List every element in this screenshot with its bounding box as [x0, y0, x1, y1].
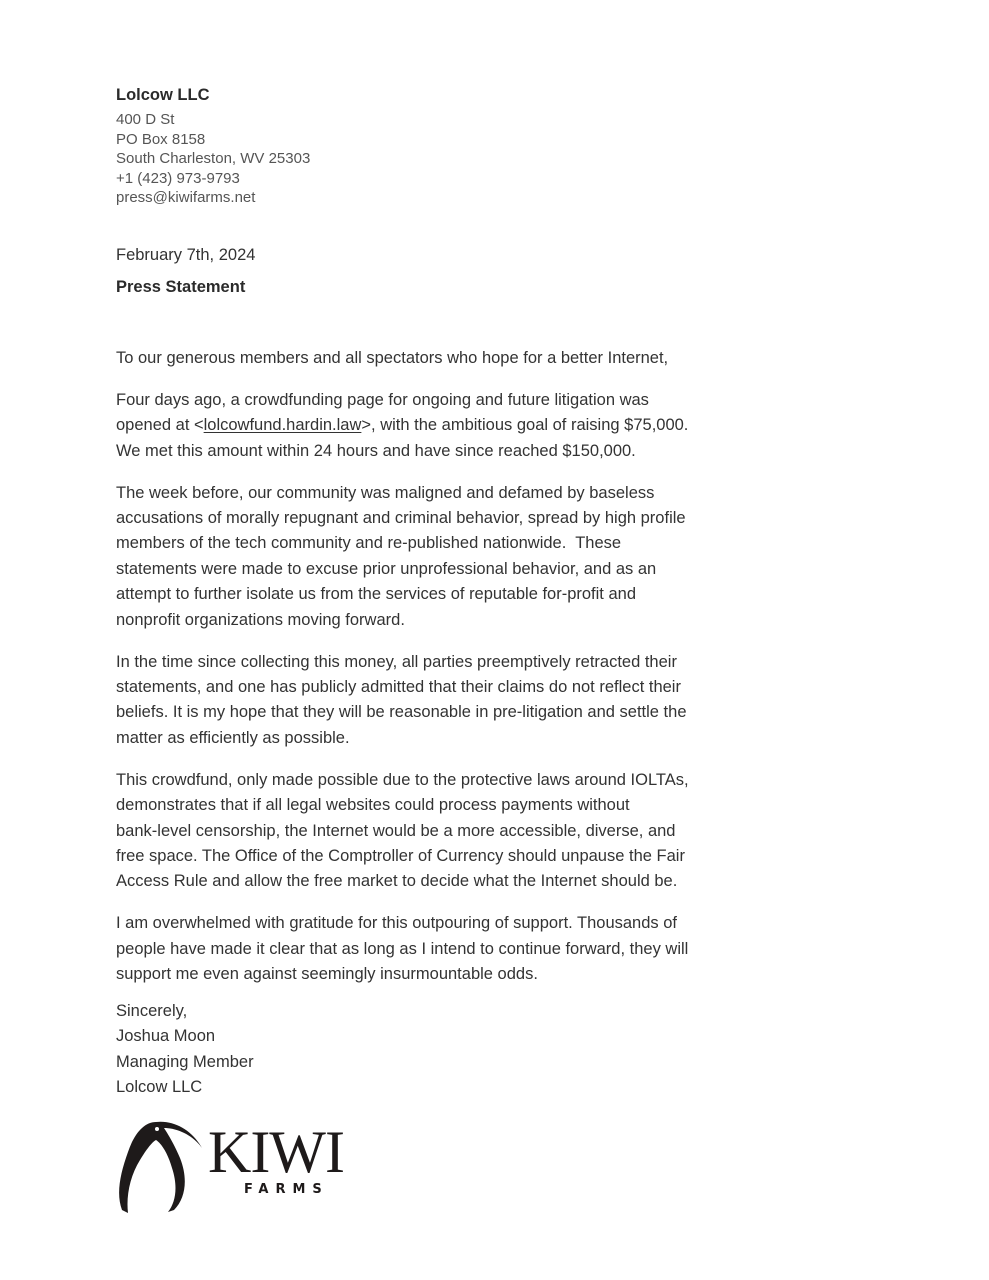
link-suffix: >, with the ambitious goal of raising $75,000.	[361, 416, 689, 435]
text-line: Access Rule and allow the free market to decide what the Internet should be.	[116, 872, 678, 891]
paragraph-defamation	[116, 481, 736, 633]
address-city: South Charleston, WV 25303	[116, 150, 311, 168]
text-line: This crowdfund, only made possible due to the protective laws around IOLTAs,	[116, 770, 689, 789]
link-prefix: opened at <	[116, 416, 204, 435]
text-line: We met this amount within 24 hours and have since reached $150,000.	[116, 441, 636, 460]
salutation	[116, 346, 736, 371]
signer-company: Lolcow LLC	[116, 1078, 203, 1097]
logo-wordmark: KIWI	[208, 1119, 344, 1185]
signer-title: Managing Member	[116, 1052, 254, 1071]
phone-number: +1 (423) 973-9793	[116, 169, 240, 187]
text-line: beliefs. It is my hope that they will be reasonable in pre-litigation and settle the	[116, 703, 687, 722]
paragraph-gratitude	[116, 911, 736, 987]
logo-subtitle: FARMS	[244, 1182, 329, 1197]
text-line: free space. The Office of the Comptroller of Currency should unpause the Fair	[116, 846, 685, 865]
closing: Sincerely,	[116, 1002, 188, 1020]
letter-body	[116, 346, 736, 1004]
signature-block	[116, 999, 254, 1101]
paragraph-iolta	[116, 768, 736, 895]
document-title: Press Statement	[116, 278, 246, 296]
text-line: attempt to further isolate us from the services of reputable for-profit and	[116, 585, 636, 604]
text-line: demonstrates that if all legal websites could process payments without	[116, 796, 630, 815]
text-line: people have made it clear that as long as I intend to continue forward, they will	[116, 939, 689, 958]
text-line: The week before, our community was maligned and defamed by baseless	[116, 483, 655, 502]
crowdfund-link[interactable]: lolcowfund.hardin.law	[203, 416, 362, 435]
address-street: 400 D St	[116, 111, 175, 128]
kiwi-bird-icon	[116, 1118, 206, 1218]
text-line: support me even against seemingly insurmountable odds.	[116, 965, 538, 984]
text-line: matter as efficiently as possible.	[116, 728, 350, 747]
text-line-with-link	[116, 413, 736, 438]
email-address: press@kiwifarms.net	[116, 189, 256, 207]
paragraph-crowdfund	[116, 388, 736, 464]
text-line: statements, and one has publicly admitted that their claims do not reflect their	[116, 677, 681, 696]
text-line: statements were made to excuse prior unprofessional behavior, and as an	[116, 559, 657, 578]
text-line: To our generous members and all spectators who hope for a better Internet,	[116, 349, 669, 367]
letterhead	[116, 84, 756, 208]
kiwi-farms-logo	[116, 1118, 366, 1218]
text-line: members of the tech community and re-published nationwide. These	[116, 534, 622, 553]
text-line: In the time since collecting this money, all parties preemptively retracted their	[116, 652, 677, 671]
text-line: I am overwhelmed with gratitude for this outpouring of support. Thousands of	[116, 914, 678, 933]
signer-name: Joshua Moon	[116, 1027, 216, 1046]
text-line: nonprofit organizations moving forward.	[116, 610, 405, 629]
paragraph-retraction	[116, 650, 736, 752]
text-line: accusations of morally repugnant and criminal behavior, spread by high profile	[116, 509, 686, 528]
text-line: Four days ago, a crowdfunding page for ongoing and future litigation was	[116, 390, 649, 409]
text-line: bank-level censorship, the Internet would be a more accessible, diverse, and	[116, 821, 676, 840]
address-po-box: PO Box 8158	[116, 130, 206, 148]
letter-date: February 7th, 2024	[116, 246, 256, 264]
company-name: Lolcow LLC	[116, 86, 210, 104]
